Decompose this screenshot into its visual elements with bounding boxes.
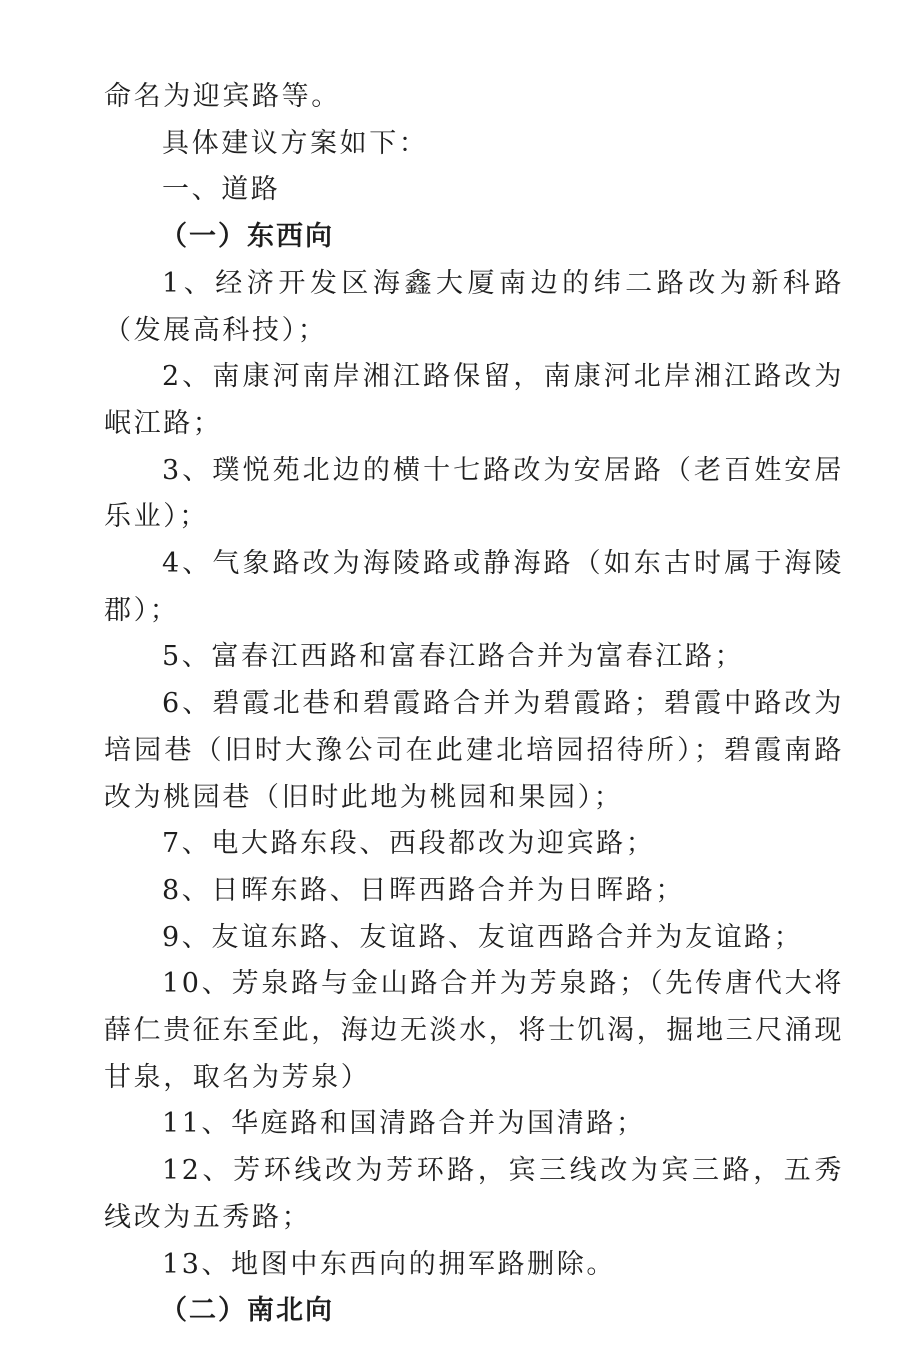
list-item-13: 13、地图中东西向的拥军路删除。 [162, 1248, 616, 1280]
list-item-1: 1、经济开发区海鑫大厦南边的纬二路改为新科路（发展高科技）； [104, 267, 844, 346]
list-item-6: 6、碧霞北巷和碧霞路合并为碧霞路；碧霞中路改为培园巷（旧时大豫公司在此建北培园招待所）；碧霞南路改为桃园巷（旧时此地为桃园和果园）； [104, 688, 844, 813]
section-heading-roads: 一、道路 [162, 174, 281, 206]
list-item-4: 4、气象路改为海陵路或静海路（如东古时属于海陵郡）； [104, 548, 844, 626]
list-item-11: 11、华庭路和国清路合并为国清路； [162, 1108, 646, 1140]
subsection-heading-north-south: （二）南北向 [160, 1295, 334, 1327]
list-item-2: 2、南康河南岸湘江路保留，南康河北岸湘江路改为岷江路； [104, 361, 844, 439]
list-item-8: 8、日晖东路、日晖西路合并为日晖路； [162, 874, 685, 906]
document-body [104, 74, 844, 1335]
paragraph-continuation: 命名为迎宾路等。 [104, 81, 341, 112]
list-item-7: 7、电大路东段、西段都改为迎宾路； [162, 828, 656, 860]
paragraph-intro: 具体建议方案如下： [162, 127, 429, 159]
list-item-12: 12、芳环线改为芳环路，宾三线改为宾三路，五秀线改为五秀路； [104, 1155, 844, 1233]
list-item-5: 5、富春江西路和富春江路合并为富春江路； [162, 641, 745, 673]
list-item-3: 3、璞悦苑北边的横十七路改为安居路（老百姓安居乐业）； [104, 454, 844, 533]
list-item-9: 9、友谊东路、友谊路、友谊西路合并为友谊路； [162, 921, 804, 953]
subsection-heading-east-west: （一）东西向 [160, 221, 334, 253]
list-item-10: 10、芳泉路与金山路合并为芳泉路；（先传唐代大将薛仁贵征东至此，海边无淡水，将士饥渴，掘地三尺涌现甘泉，取名为芳泉） [104, 968, 844, 1093]
